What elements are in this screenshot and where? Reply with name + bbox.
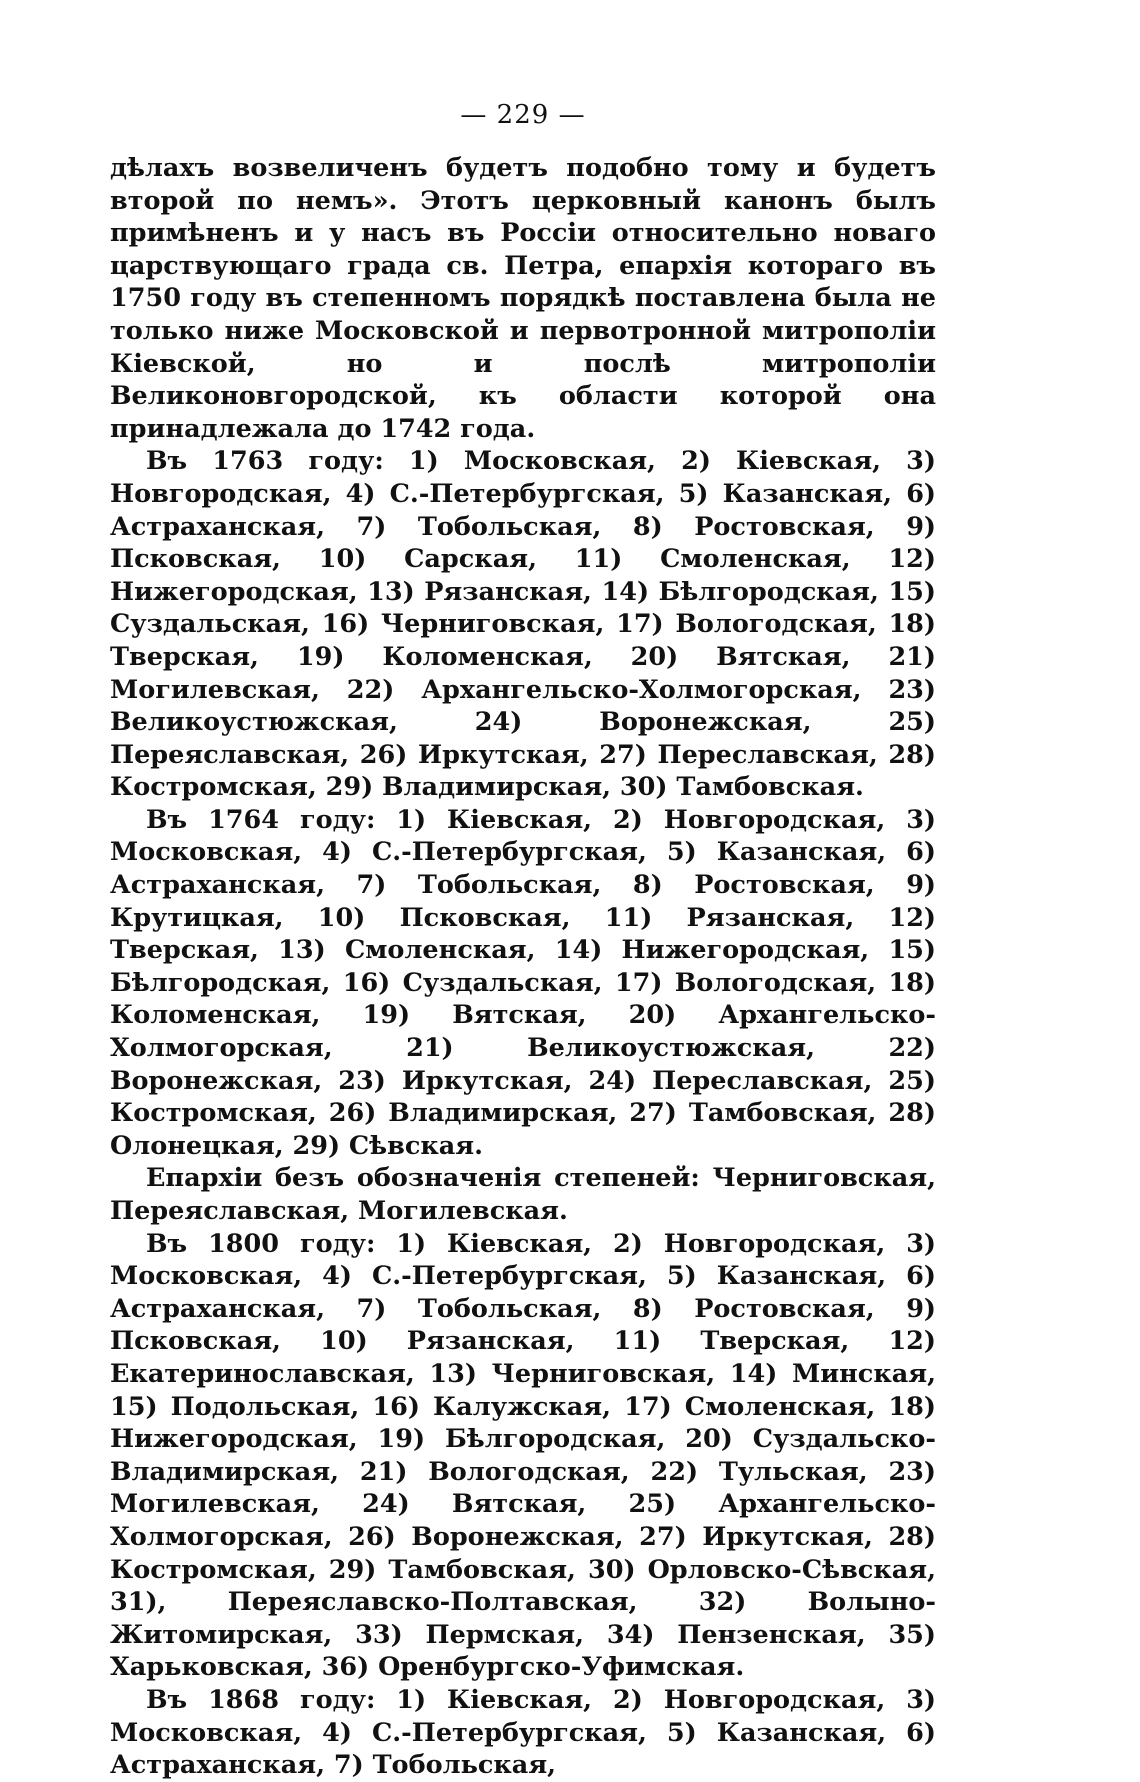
paragraph-1763: Въ 1763 году: 1) Московская, 2) Кіевская, 3) Новгородская, 4) С.-Петербургская, 5) Казанская, 6) Астраханская, 7) Тобольская, 8) Ростовская, 9) Псковская, 10) Сарская, 11) Смоленская, 12) Нижегородская, 13) Рязанская, 14) Бѣлгородская, 15) Суздальская, 16) Черниговская, 17) Вологодская, 18) Тверская, 19) Коломенская, 20) Вятская, 21) Могилевская, 22) Архангельско-Холмогорская, 23) Великоустюжская, 24) Воронежская, 25) Переяславская, 26) Иркутская, 27) Переславская, 28) Костромская, 29) Владимирская, 30) Тамбовская. (110, 446, 936, 803)
paragraph-1764: Въ 1764 году: 1) Кіевская, 2) Новгородская, 3) Московская, 4) С.-Петербургская, 5) Казанская, 6) Астраханская, 7) Тобольская, 8) Ростовская, 9) Крутицкая, 10) Псковская, 11) Рязанская, 12) Тверская, 13) Смоленская, 14) Нижегородская, 15) Бѣлгородская, 16) Суздальская, 17) Вологодская, 18) Коломенская, 19) Вятская, 20) Архангельско-Холмогорская, 21) Великоустюжская, 22) Воронежская, 23) Иркутская, 24) Переславская, 25) Костромская, 26) Владимирская, 27) Тамбовская, 28) Олонецкая, 29) Сѣвская. (110, 804, 936, 1161)
paragraph-1800: Въ 1800 году: 1) Кіевская, 2) Новгородская, 3) Московская, 4) С.-Петербургская, 5) Казанская, 6) Астраханская, 7) Тобольская, 8) Ростовская, 9) Псковская, 10) Рязанская, 11) Тверская, 12) Екатеринославская, 13) Черниговская, 14) Минская, 15) Подольская, 16) Калужская, 17) Смоленская, 18) Нижегородская, 19) Бѣлгородская, 20) Суздальско-Владимирская, 21) Вологодская, 22) Тульская, 23) Могилевская, 24) Вятская, 25) Архангельско-Холмогорская, 26) Воронежская, 27) Иркутская, 28) Костромская, 29) Тамбовская, 30) Орловско-Сѣвская, 31), Переяславско-Полтавская, 32) Волыно-Житомирская, 33) Пермская, 34) Пензенская, 35) Харьковская, 36) Оренбургско-Уфимская. (110, 1228, 936, 1683)
document-page (110, 100, 936, 1782)
paragraph-canon: дѣлахъ возвеличенъ будетъ подобно тому и будетъ второй по немъ». Этотъ церковный канонъ былъ примѣненъ и у насъ въ Россіи относительно новаго царствующаго града св. Петра, епархія котораго въ 1750 году въ степенномъ порядкѣ поставлена была не только ниже Московской и первотронной митрополіи Кіевской, но и послѣ митрополіи Великоновгородской, къ области которой она принадлежала до 1742 года. (110, 153, 936, 444)
paragraph-no-ranks: Епархіи безъ обозначенія степеней: Черниговская, Переяславская, Могилевская. (110, 1163, 936, 1226)
paragraph-1868: Въ 1868 году: 1) Кіевская, 2) Новгородская, 3) Московская, 4) С.-Петербургская, 5) Казанская, 6) Астраханская, 7) Тобольская, (110, 1684, 936, 1781)
page-number: — 229 — (460, 100, 586, 130)
